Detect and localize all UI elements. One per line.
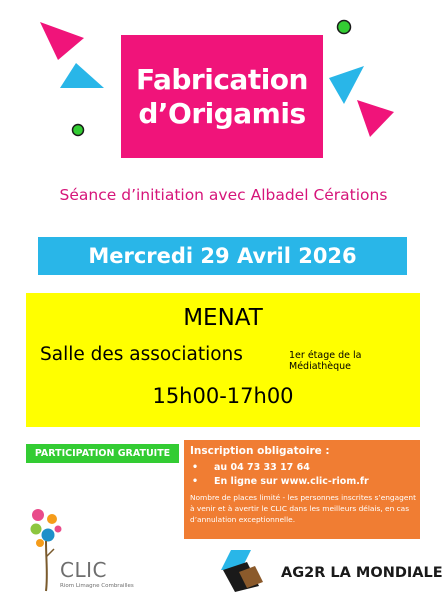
phone-text: au 04 73 33 17 64: [214, 462, 310, 473]
online-text: En ligne sur www.clic-riom.fr: [214, 476, 369, 487]
inscription-box: [184, 440, 420, 539]
subtitle: Séance d’initiation avec Albadel Cérations: [59, 186, 388, 204]
green-dot-top: [338, 21, 351, 34]
bullet: •: [192, 476, 199, 487]
participation-badge: PARTICIPATION GRATUITE: [26, 444, 179, 463]
town-name: MENAT: [183, 305, 263, 331]
sponsor-name: AG2R LA MONDIALE: [281, 565, 443, 581]
inscription-phone: [192, 462, 310, 473]
bullet: •: [192, 462, 199, 473]
pink-triangle-right: [357, 100, 394, 137]
cyan-triangle-right: [329, 66, 364, 104]
title-box: [121, 35, 323, 158]
ag2r-logo-icon: [217, 548, 275, 592]
title-line-2: d’Origamis: [138, 96, 306, 130]
room-note: 1er étage de la Médiathèque: [289, 350, 362, 372]
green-dot-left: [73, 125, 84, 136]
cyan-triangle-left: [60, 63, 104, 88]
inscription-heading: Inscription obligatoire :: [190, 445, 330, 457]
inscription-note: Nombre de places limité - les personnes inscrites s’engagent à venir et à avertir le CLIC dans les meilleurs délais, en cas d’annulation exceptionnelle.: [190, 493, 416, 524]
clic-logo-subtitle: Riom Limagne Combrailles: [60, 583, 134, 589]
title-line-1: Fabrication: [136, 62, 308, 96]
date-banner: [38, 237, 407, 275]
room-name: Salle des associations: [40, 344, 243, 365]
clic-logo-text: CLIC: [60, 558, 107, 582]
pink-triangle-left: [40, 22, 84, 60]
inscription-online: [192, 476, 369, 487]
event-date: Mercredi 29 Avril 2026: [88, 244, 357, 268]
event-hours: 15h00-17h00: [152, 384, 294, 408]
venue-box: [26, 293, 420, 427]
